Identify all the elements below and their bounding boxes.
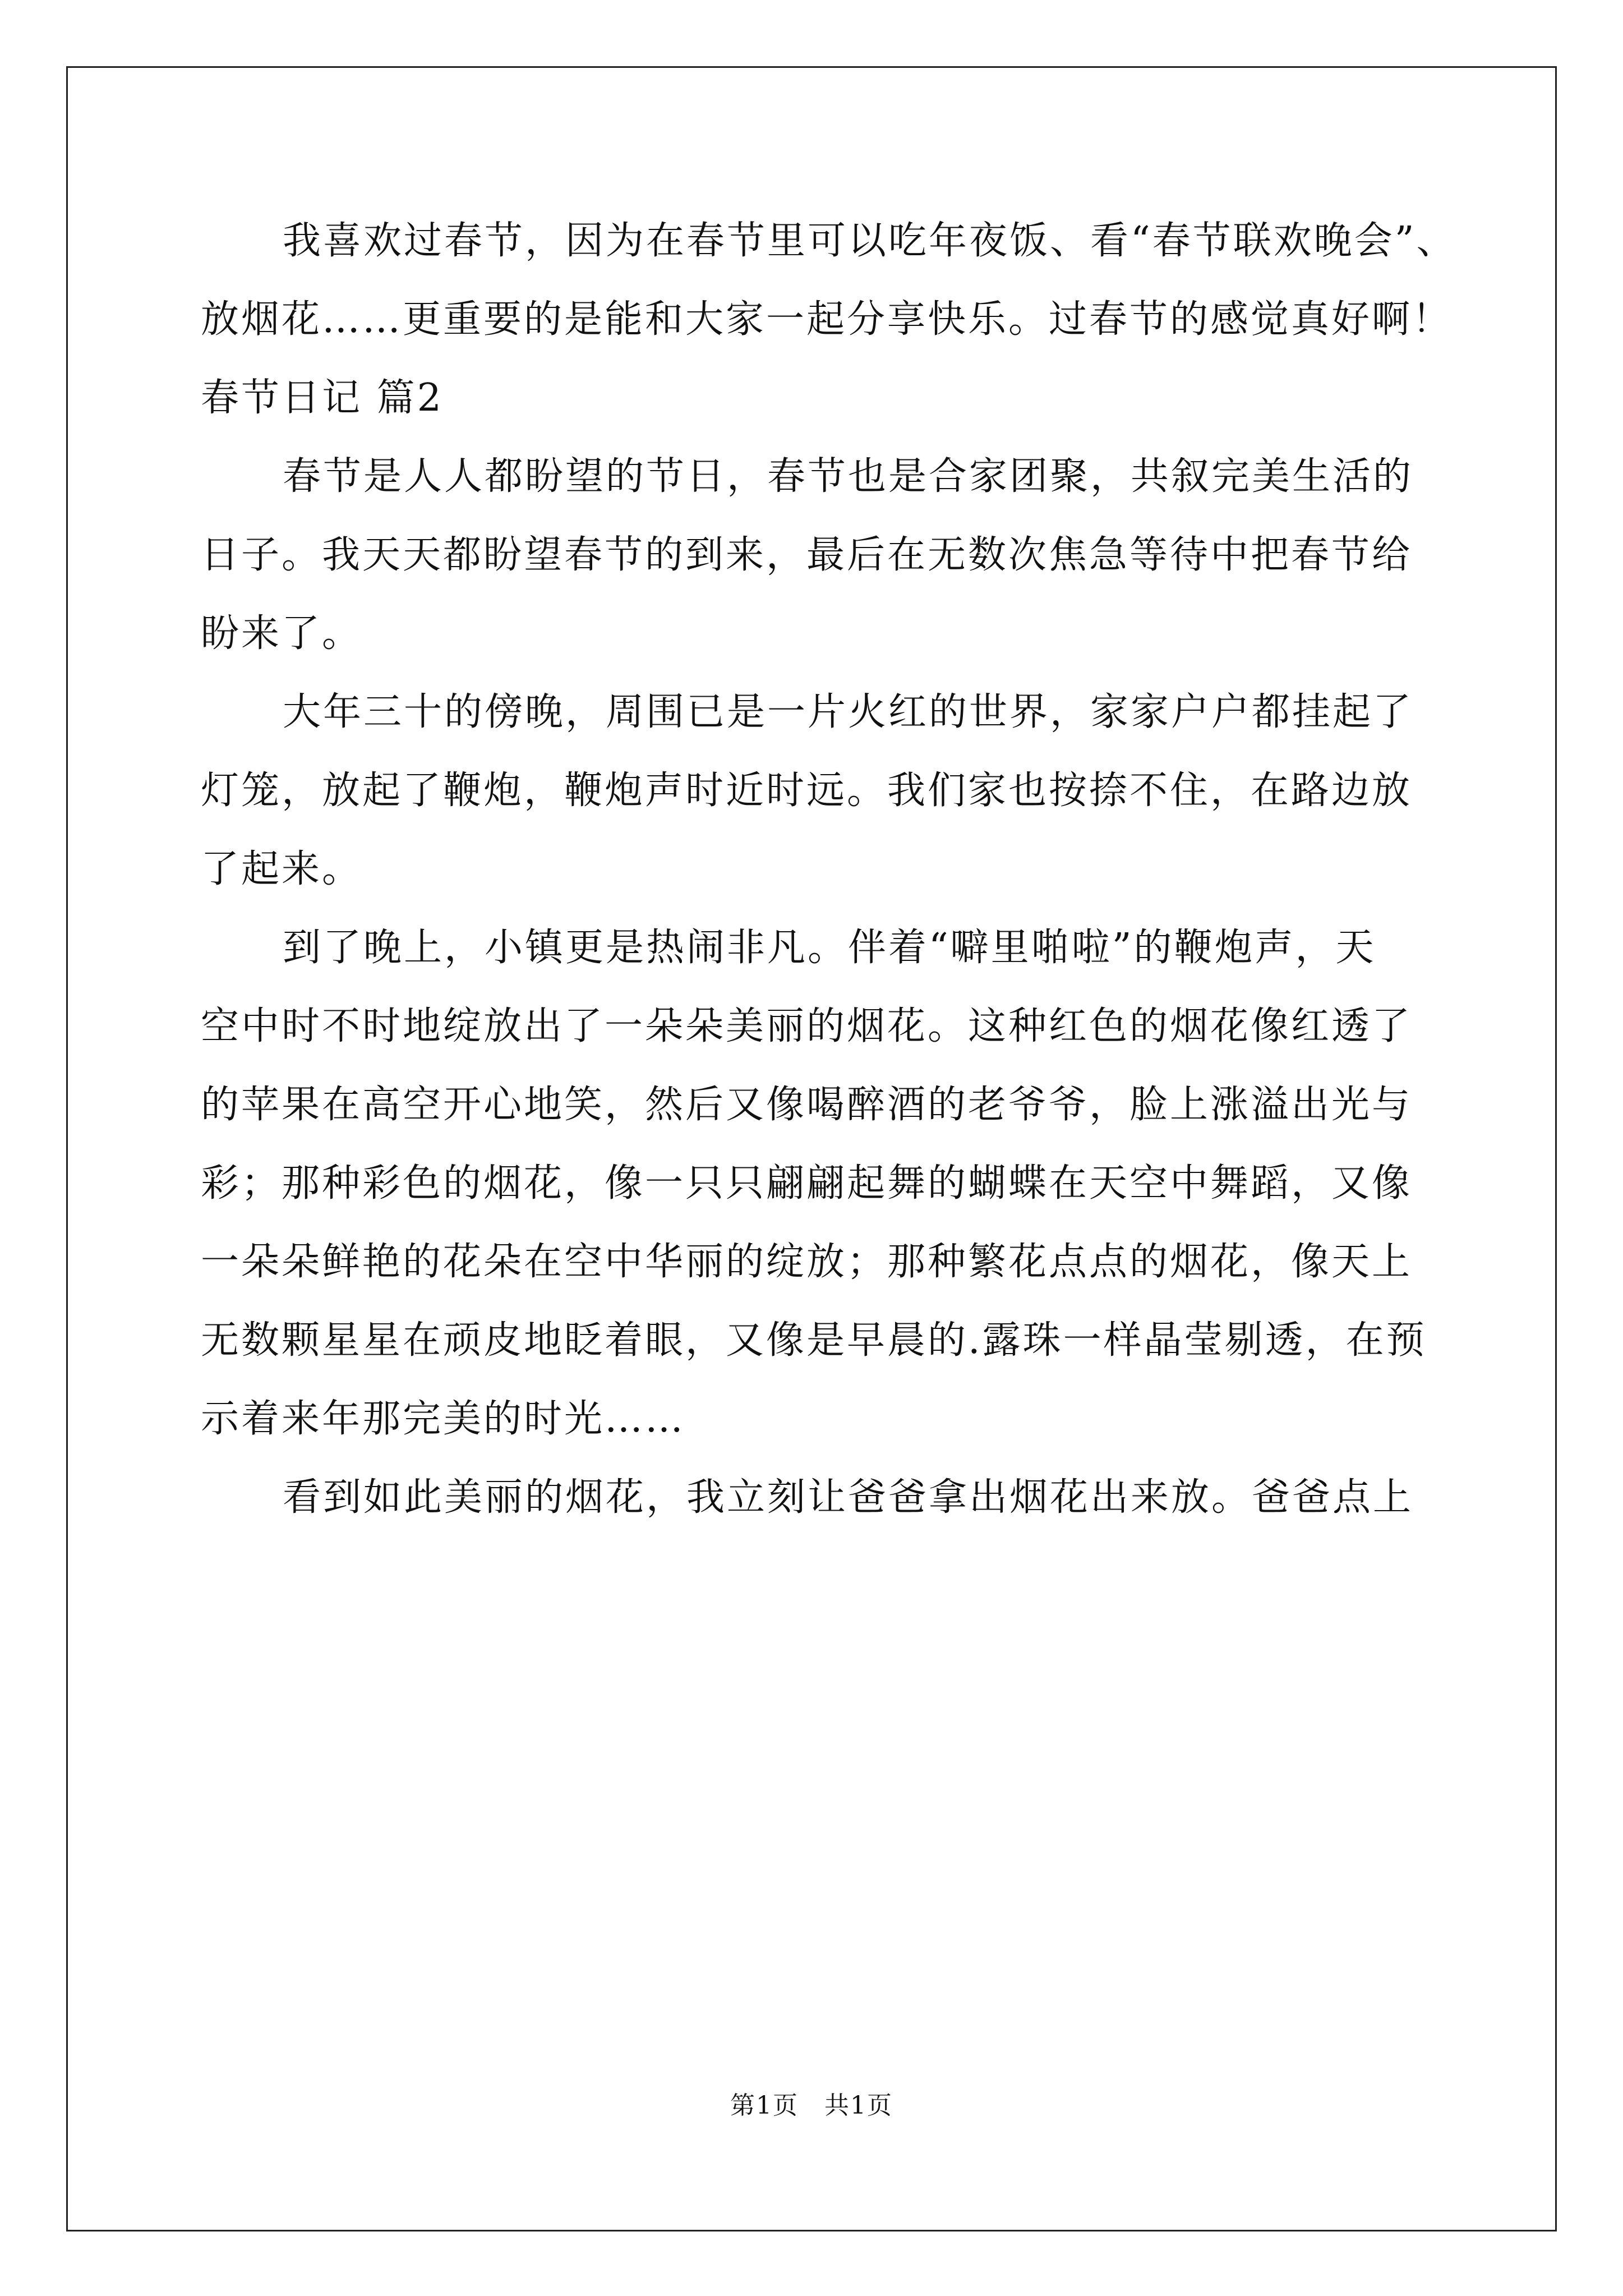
- paragraph-line: 了起来。: [201, 847, 363, 891]
- paragraph-line: 放烟花……更重要的是能和大家一起分享快乐。过春节的感觉真好啊！: [201, 297, 1453, 342]
- paragraph-line: 盼来了。: [201, 611, 363, 656]
- paragraph-line: 日子。我天天都盼望春节的到来，最后在无数次焦急等待中把春节给: [201, 533, 1413, 577]
- paragraph-line: 的苹果在高空开心地笑，然后又像喝醉酒的老爷爷，脸上涨溢出光与: [201, 1083, 1413, 1127]
- paragraph-line: 灯笼，放起了鞭炮，鞭炮声时近时远。我们家也按捺不住，在路边放: [201, 769, 1413, 813]
- paragraph-line: 空中时不时地绽放出了一朵朵美丽的烟花。这种红色的烟花像红透了: [201, 1004, 1413, 1048]
- paragraph-line: 大年三十的傍晚，周围已是一片火红的世界，家家户户都挂起了: [283, 690, 1414, 734]
- paragraph-line: 我喜欢过春节，因为在春节里可以吃年夜饭、看“春节联欢晚会”、: [283, 219, 1457, 263]
- paragraph-line: 彩；那种彩色的烟花，像一只只翩翩起舞的蝴蝶在天空中舞蹈，又像: [201, 1161, 1413, 1205]
- paragraph-line: 到了晚上，小镇更是热闹非凡。伴着“噼里啪啦”的鞭炮声，天: [283, 926, 1376, 970]
- section-heading: 春节日记 篇2: [201, 376, 444, 420]
- paragraph-line: 无数颗星星在顽皮地眨着眼，又像是早晨的.露珠一样晶莹剔透，在预: [201, 1318, 1427, 1363]
- page-number-footer: 第1页 共1页: [730, 2091, 893, 2120]
- paragraph-line: 示着来年那完美的时光……: [201, 1397, 686, 1441]
- paragraph-line: 一朵朵鲜艳的花朵在空中华丽的绽放；那种繁花点点的烟花，像天上: [201, 1240, 1413, 1284]
- paragraph-line: 看到如此美丽的烟花，我立刻让爸爸拿出烟花出来放。爸爸点上: [283, 1475, 1414, 1520]
- paragraph-line: 春节是人人都盼望的节日，春节也是合家团聚，共叙完美生活的: [283, 454, 1414, 499]
